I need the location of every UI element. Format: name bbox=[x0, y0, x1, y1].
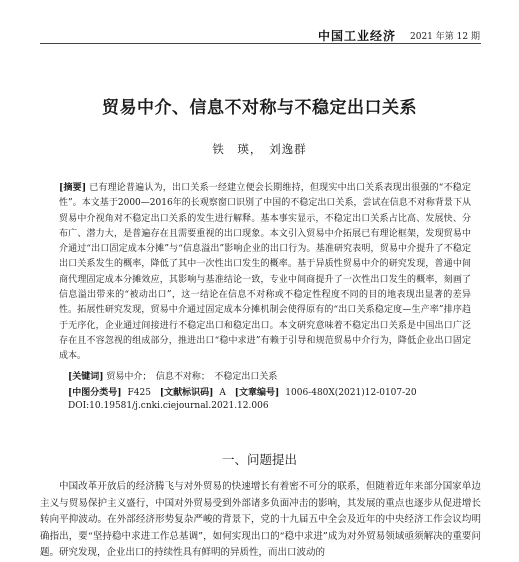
journal-name: 中国工业经济 bbox=[318, 29, 397, 43]
classification-meta bbox=[68, 385, 417, 398]
article-number-label: [文章编号] bbox=[234, 388, 280, 398]
clc-value: F425 bbox=[127, 388, 151, 398]
article-title: 贸易中介、信息不对称与不稳定出口关系 bbox=[102, 98, 417, 118]
header-rule bbox=[40, 43, 481, 44]
article-authors: 铁 瑛， 刘逸群 bbox=[212, 142, 307, 156]
doi: DOI:10.19581/j.cnki.ciejournal.2021.12.006 bbox=[68, 401, 269, 411]
keywords-label: [关键词] bbox=[68, 372, 104, 382]
issue-info: 2021 年第 12 期 bbox=[410, 32, 480, 42]
section-heading: 一、问题提出 bbox=[221, 452, 297, 467]
keywords bbox=[68, 369, 277, 382]
abstract-label: [摘要] bbox=[59, 183, 87, 193]
abstract-text: 已有理论普遍认为，出口关系一经建立便会长期维持，但现实中出口关系表现出很强的“不稳定性”。本文基于2000—2016年的长观察窗口识别了中国的不稳定出口关系，尝试在信息不对称背景下从贸易中介视角对不稳定出口关系的发生进行解释。基本事实显示，不稳定出口关系占比高、发展快、分布广、潜力大，是普遍存在且需要重视的出口现象。本文引入贸易中介拓展已有理论框架，发现贸易中介通过“出口固定成本分摊”与“信息溢出”影响企业的出口行为。基准研究表明，贸易中介提升了不稳定出口关系发生的概率，降低了其中一次性出口发生的概率。基于异质性贸易中介的研究发现，普通中间商代理固定成本分摊效应，其影响与基准结论一致，专业中间商提升了一次性出口发生的概率，刻画了信息溢出带来的“被动出口”，这一结论在信息不对称或不稳定性程度不同的目的地表现出显著的差异性。拓展性研究发现，贸易中介通过固定成本分摊机制会使得原有的“出口关系稳定度—生产率”排序趋于无序化，企业通过间接进行不稳定出口和稳定出口。本文研究意味着不稳定出口关系是中国出口广泛存在且不容忽视的组成部分，推进出口“稳中求进”有赖于引导和规范贸易中介行为，降低企业出口固定成本。 bbox=[59, 183, 471, 362]
keywords-value: 贸易中介； 信息不对称； 不稳定出口关系 bbox=[106, 372, 278, 382]
code-value: A bbox=[219, 388, 226, 398]
section-body: 中国改革开放后的经济腾飞与对外贸易的快速增长有着密不可分的联系，但随着近年来部分国家单边主义与贸易保护主义盛行，中国对外贸易受到外部诸多负面冲击的影响，其发展的重点也逐步从促进增长转向平抑波动。在外部经济形势复杂严峻的背景下，党的十九届五中全会及近年的中央经济工作会议均明确指出，要“坚持稳中求进工作总基调”，如何实现出口的“稳中求进”成为对外贸易领域亟须解决的重要问题。研究发现，企业出口的持续性具有鲜明的异质性，而出口波动的 bbox=[40, 481, 481, 559]
article-number-value: 1006-480X(2021)12-0107-20 bbox=[285, 388, 417, 398]
abstract bbox=[59, 181, 471, 365]
clc-label: [中图分类号] bbox=[68, 388, 122, 398]
code-label: [文献标识码] bbox=[159, 388, 214, 398]
running-header bbox=[0, 0, 519, 44]
